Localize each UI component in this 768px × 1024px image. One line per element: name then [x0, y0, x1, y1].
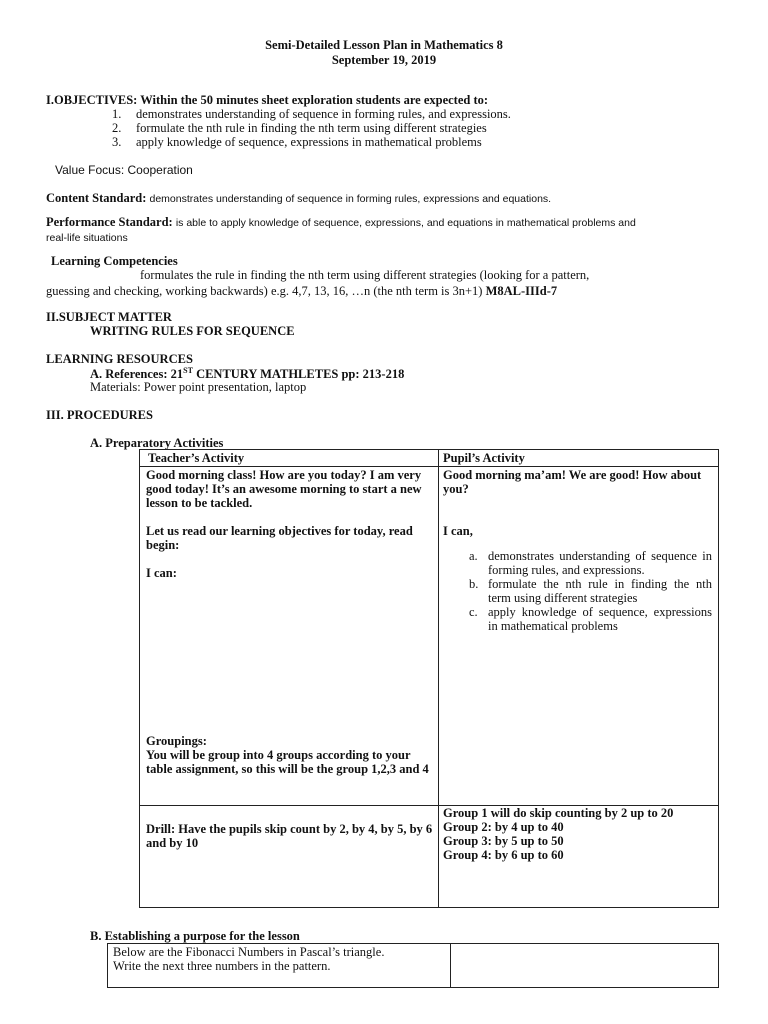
content-standard-text: demonstrates understanding of sequence in forming rules, expressions and equations.	[149, 193, 552, 205]
teacher-i-can: I can:	[146, 566, 177, 580]
section-a-heading: A. Preparatory Activities	[90, 436, 224, 450]
drill-text: Drill: Have the pupils skip count by 2, by 4, by 5, by 6 and by 10	[146, 822, 433, 850]
teacher-objectives: Let us read our learning objectives for today, read begin:	[146, 524, 413, 552]
objective-item	[112, 121, 511, 135]
performance-standard-text-2: real-life situations	[46, 232, 128, 244]
table-row	[140, 467, 719, 806]
purpose-text-2: Write the next three numbers in the pattern.	[113, 959, 331, 973]
teacher-activity-cell	[140, 467, 439, 806]
preparatory-activities-table	[139, 449, 719, 908]
teacher-activity-header: Teacher’s Activity	[140, 450, 439, 467]
list-item	[443, 577, 712, 605]
objectives-list	[112, 107, 511, 149]
purpose-text-1: Below are the Fibonacci Numbers in Pascal’s triangle.	[113, 945, 385, 959]
performance-standard-label: Performance Standard:	[46, 215, 173, 229]
pupil-activity-header: Pupil’s Activity	[439, 450, 719, 467]
list-marker: b.	[469, 577, 479, 591]
content-standard	[46, 191, 551, 206]
group-2-line: Group 2: by 4 up to 40	[443, 820, 564, 834]
materials-line: Materials: Power point presentation, laptop	[90, 380, 307, 394]
purpose-answer-cell	[451, 944, 719, 988]
list-item-text: apply knowledge of sequence, expressions in mathematical problems	[488, 605, 712, 633]
groupings-text: You will be group into 4 groups according to your table assignment, so this will be the group 1,2,3 and 4	[146, 748, 429, 776]
teacher-drill-cell	[140, 806, 439, 908]
list-marker: a.	[469, 549, 478, 563]
pupil-objectives-list	[443, 549, 712, 633]
performance-standard	[46, 215, 726, 245]
table-row	[108, 944, 719, 988]
subject-matter-heading: II.SUBJECT MATTER	[46, 310, 172, 324]
references-suffix: CENTURY MATHLETES pp: 213-218	[192, 367, 405, 382]
group-4-line: Group 4: by 6 up to 60	[443, 848, 564, 862]
list-item-text: demonstrates understanding of sequence in forming rules, and expressions.	[488, 549, 712, 577]
section-b-heading: B. Establishing a purpose for the lesson	[90, 929, 300, 943]
value-focus: Value Focus: Cooperation	[55, 163, 193, 177]
competencies-line-1: formulates the rule in finding the nth term using different strategies (looking for a pattern,	[140, 268, 590, 282]
subject-matter-topic: WRITING RULES FOR SEQUENCE	[90, 324, 295, 338]
purpose-instruction-cell	[108, 944, 451, 988]
document-title: Semi-Detailed Lesson Plan in Mathematics 8	[265, 38, 503, 52]
objectives-heading: I.OBJECTIVES: Within the 50 minutes sheet exploration students are expected to:	[46, 93, 489, 107]
teacher-greeting: Good morning class! How are you today? I am very good today! It’s an awesome morning to start a new lesson to be tackled.	[146, 468, 422, 510]
objective-item	[112, 107, 511, 121]
competency-code: M8AL-IIId-7	[485, 284, 558, 298]
pupil-i-can: I can,	[443, 524, 473, 538]
competencies-line-2	[46, 284, 557, 299]
resources-heading: LEARNING RESOURCES	[46, 352, 193, 366]
table-header-row	[140, 450, 719, 467]
purpose-table	[107, 943, 719, 988]
pupil-greeting: Good morning ma’am! We are good! How about you?	[443, 468, 702, 496]
list-item	[443, 549, 712, 577]
list-marker: c.	[469, 605, 478, 619]
objective-number: 3.	[112, 135, 122, 149]
objective-item	[112, 135, 511, 149]
group-1-line: Group 1 will do skip counting by 2 up to 20	[443, 806, 674, 820]
performance-standard-text-1: is able to apply knowledge of sequence, expressions, and equations in mathematical problems and	[175, 217, 636, 229]
objective-number: 1.	[112, 107, 122, 121]
objective-text: apply knowledge of sequence, expressions in mathematical problems	[136, 135, 482, 149]
document-date: September 19, 2019	[331, 53, 437, 67]
competencies-heading: Learning Competencies	[51, 254, 178, 268]
references-superscript: ST	[183, 366, 193, 375]
list-item	[443, 605, 712, 633]
objective-text: demonstrates understanding of sequence in forming rules, and expressions.	[136, 107, 511, 121]
procedures-heading: III. PROCEDURES	[46, 408, 153, 422]
competencies-example: guessing and checking, working backwards) e.g. 4,7, 13, 16, …n (the nth term is 3n+1)	[46, 284, 483, 298]
group-3-line: Group 3: by 5 up to 50	[443, 834, 564, 848]
content-standard-label: Content Standard:	[46, 191, 147, 205]
pupil-drill-cell	[439, 806, 719, 908]
pupil-activity-cell	[439, 467, 719, 806]
table-row	[140, 806, 719, 908]
references-prefix: A. References: 21	[90, 367, 184, 382]
groupings-label: Groupings:	[146, 734, 207, 748]
objective-text: formulate the nth rule in finding the nth term using different strategies	[136, 121, 487, 135]
list-item-text: formulate the nth rule in finding the nth term using different strategies	[488, 577, 712, 605]
objective-number: 2.	[112, 121, 122, 135]
